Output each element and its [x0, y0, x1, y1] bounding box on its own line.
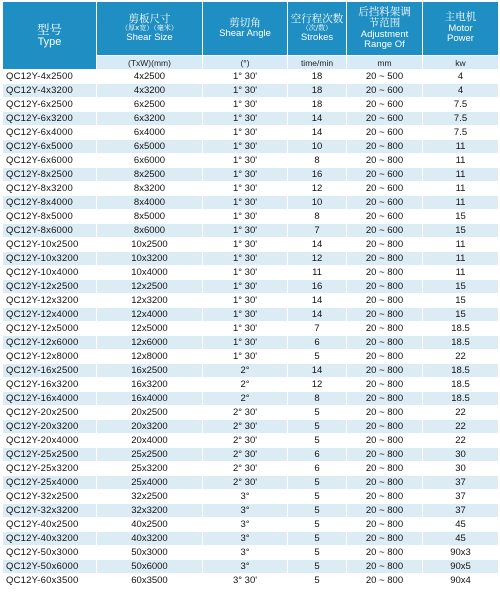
size-cell: 20x2500	[97, 406, 203, 420]
size-cell: 50x6000	[97, 560, 203, 574]
angle-cell: 2° 30'	[203, 406, 288, 420]
strokes-cell: 8	[288, 392, 347, 406]
table-row	[3, 98, 499, 112]
strokes-cell: 5	[288, 490, 347, 504]
adjust-header-zh1: 后挡料架调	[358, 5, 411, 18]
strokes-unit: time/min	[288, 56, 347, 70]
strokes-cell: 8	[288, 154, 347, 168]
strokes-cell: 5	[288, 532, 347, 546]
strokes-cell: 6	[288, 336, 347, 350]
power-cell: 15	[423, 280, 499, 294]
angle-cell: 1° 30'	[203, 112, 288, 126]
table-row	[3, 350, 499, 364]
spec-table	[2, 1, 499, 588]
angle-cell: 1° 30'	[203, 308, 288, 322]
range-cell: 20 ~ 600	[347, 84, 423, 98]
strokes-cell: 18	[288, 84, 347, 98]
power-cell: 90x5	[423, 560, 499, 574]
size-cell: 8x2500	[97, 168, 203, 182]
power-cell: 22	[423, 350, 499, 364]
model-cell: QC12Y-10x3200	[3, 252, 97, 266]
range-cell: 20 ~ 800	[347, 280, 423, 294]
angle-cell: 3°	[203, 518, 288, 532]
model-cell: QC12Y-40x3200	[3, 532, 97, 546]
adjust-header-en2: Range Of	[364, 39, 405, 51]
power-cell: 90x4	[423, 574, 499, 588]
angle-cell: 2°	[203, 364, 288, 378]
range-cell: 20 ~ 800	[347, 476, 423, 490]
strokes-cell: 14	[288, 112, 347, 126]
size-cell: 6x6000	[97, 154, 203, 168]
model-cell: QC12Y-40x2500	[3, 518, 97, 532]
model-cell: QC12Y-6x5000	[3, 140, 97, 154]
angle-cell: 3°	[203, 504, 288, 518]
table-row	[3, 448, 499, 462]
strokes-cell: 7	[288, 322, 347, 336]
table-row	[3, 210, 499, 224]
power-cell: 7.5	[423, 98, 499, 112]
table-row	[3, 546, 499, 560]
strokes-cell: 12	[288, 252, 347, 266]
strokes-cell: 10	[288, 196, 347, 210]
power-cell: 4	[423, 70, 499, 84]
table-row	[3, 70, 499, 84]
model-cell: QC12Y-6x2500	[3, 98, 97, 112]
range-cell: 20 ~ 800	[347, 154, 423, 168]
table-row	[3, 434, 499, 448]
size-cell: 40x3200	[97, 532, 203, 546]
range-cell: 20 ~ 800	[347, 406, 423, 420]
power-cell: 4	[423, 84, 499, 98]
strokes-cell: 6	[288, 462, 347, 476]
size-cell: 4x3200	[97, 84, 203, 98]
type-header-zh: 型号	[36, 21, 62, 37]
size-cell: 32x2500	[97, 490, 203, 504]
power-cell: 37	[423, 490, 499, 504]
range-cell: 20 ~ 800	[347, 252, 423, 266]
strokes-cell: 11	[288, 266, 347, 280]
motor-header-en2: Power	[447, 33, 474, 45]
range-cell: 20 ~ 600	[347, 112, 423, 126]
model-cell: QC12Y-25x3200	[3, 462, 97, 476]
angle-cell: 2° 30'	[203, 420, 288, 434]
model-cell: QC12Y-8x2500	[3, 168, 97, 182]
angle-cell: 2° 30'	[203, 462, 288, 476]
size-cell: 4x2500	[97, 70, 203, 84]
angle-cell: 1° 30'	[203, 126, 288, 140]
strokes-cell: 18	[288, 70, 347, 84]
angle-cell: 1° 30'	[203, 196, 288, 210]
range-cell: 20 ~ 800	[347, 140, 423, 154]
range-cell: 20 ~ 800	[347, 560, 423, 574]
strokes-cell: 14	[288, 364, 347, 378]
power-cell: 7.5	[423, 112, 499, 126]
table-row	[3, 560, 499, 574]
motor-header	[423, 2, 499, 56]
power-cell: 90x3	[423, 546, 499, 560]
angle-cell: 1° 30'	[203, 168, 288, 182]
power-cell: 11	[423, 266, 499, 280]
range-cell: 20 ~ 800	[347, 336, 423, 350]
motor-header-zh: 主电机	[444, 11, 477, 24]
angle-cell: 3°	[203, 546, 288, 560]
power-cell: 15	[423, 210, 499, 224]
range-cell: 20 ~ 600	[347, 98, 423, 112]
angle-header-en: Shear Angle	[219, 28, 271, 40]
angle-cell: 1° 30'	[203, 70, 288, 84]
range-cell: 20 ~ 800	[347, 266, 423, 280]
angle-cell: 3°	[203, 560, 288, 574]
table-row	[3, 224, 499, 238]
angle-cell: 3°	[203, 532, 288, 546]
size-unit: (TxW)(mm)	[97, 56, 203, 70]
power-cell: 30	[423, 448, 499, 462]
angle-cell: 3°	[203, 490, 288, 504]
size-cell: 6x2500	[97, 98, 203, 112]
table-row	[3, 322, 499, 336]
table-row	[3, 462, 499, 476]
angle-cell: 2° 30'	[203, 434, 288, 448]
angle-cell: 1° 30'	[203, 140, 288, 154]
power-cell: 11	[423, 252, 499, 266]
range-cell: 20 ~ 800	[347, 574, 423, 588]
angle-cell: 1° 30'	[203, 238, 288, 252]
model-cell: QC12Y-12x4000	[3, 308, 97, 322]
adjust-unit: mm	[347, 56, 423, 70]
table-row	[3, 336, 499, 350]
table-row	[3, 266, 499, 280]
model-cell: QC12Y-12x5000	[3, 322, 97, 336]
size-cell: 20x3200	[97, 420, 203, 434]
range-cell: 20 ~ 800	[347, 518, 423, 532]
range-cell: 20 ~ 600	[347, 126, 423, 140]
size-header-zh: 剪板尺寸	[128, 12, 171, 25]
power-cell: 18.5	[423, 364, 499, 378]
table-row	[3, 308, 499, 322]
angle-cell: 1° 30'	[203, 266, 288, 280]
table-row	[3, 392, 499, 406]
power-cell: 22	[423, 420, 499, 434]
model-cell: QC12Y-50x3000	[3, 546, 97, 560]
range-cell: 20 ~ 600	[347, 196, 423, 210]
table-row	[3, 112, 499, 126]
power-cell: 18.5	[423, 392, 499, 406]
strokes-cell: 8	[288, 210, 347, 224]
angle-cell: 1° 30'	[203, 336, 288, 350]
size-cell: 20x4000	[97, 434, 203, 448]
strokes-cell: 16	[288, 280, 347, 294]
model-cell: QC12Y-25x2500	[3, 448, 97, 462]
table-row	[3, 406, 499, 420]
angle-cell: 3° 30'	[203, 574, 288, 588]
model-cell: QC12Y-4x2500	[3, 70, 97, 84]
size-header-en: Shear Size	[126, 31, 173, 43]
range-cell: 20 ~ 600	[347, 224, 423, 238]
table-row	[3, 140, 499, 154]
power-cell: 11	[423, 168, 499, 182]
range-cell: 20 ~ 600	[347, 210, 423, 224]
strokes-header-en: Strokes	[300, 31, 334, 43]
angle-cell: 1° 30'	[203, 322, 288, 336]
model-cell: QC12Y-20x4000	[3, 434, 97, 448]
power-cell: 15	[423, 224, 499, 238]
model-cell: QC12Y-12x8000	[3, 350, 97, 364]
power-cell: 11	[423, 238, 499, 252]
strokes-cell: 14	[288, 308, 347, 322]
size-cell: 10x3200	[97, 252, 203, 266]
table-row	[3, 252, 499, 266]
table-row	[3, 294, 499, 308]
range-cell: 20 ~ 800	[347, 308, 423, 322]
model-cell: QC12Y-12x6000	[3, 336, 97, 350]
size-cell: 12x6000	[97, 336, 203, 350]
table-row	[3, 364, 499, 378]
angle-cell: 2°	[203, 392, 288, 406]
strokes-cell: 14	[288, 294, 347, 308]
size-cell: 40x2500	[97, 518, 203, 532]
strokes-cell: 5	[288, 560, 347, 574]
strokes-cell: 5	[288, 546, 347, 560]
range-cell: 20 ~ 800	[347, 378, 423, 392]
header-row	[3, 2, 499, 56]
power-cell: 11	[423, 154, 499, 168]
type-header-en: Type	[37, 36, 62, 49]
angle-cell: 1° 30'	[203, 210, 288, 224]
range-cell: 20 ~ 800	[347, 462, 423, 476]
size-cell: 25x3200	[97, 462, 203, 476]
strokes-cell: 12	[288, 182, 347, 196]
model-cell: QC12Y-6x3200	[3, 112, 97, 126]
model-cell: QC12Y-8x5000	[3, 210, 97, 224]
power-cell: 11	[423, 196, 499, 210]
range-cell: 20 ~ 800	[347, 350, 423, 364]
strokes-cell: 5	[288, 406, 347, 420]
strokes-cell: 10	[288, 140, 347, 154]
power-cell: 7.5	[423, 126, 499, 140]
strokes-header-sub: （次/数）	[301, 24, 333, 33]
angle-cell: 2° 30'	[203, 448, 288, 462]
model-cell: QC12Y-20x2500	[3, 406, 97, 420]
model-cell: QC12Y-6x4000	[3, 126, 97, 140]
strokes-cell: 5	[288, 574, 347, 588]
power-cell: 37	[423, 476, 499, 490]
model-cell: QC12Y-16x4000	[3, 392, 97, 406]
strokes-cell: 18	[288, 98, 347, 112]
table-row	[3, 154, 499, 168]
strokes-cell: 5	[288, 434, 347, 448]
strokes-cell: 6	[288, 448, 347, 462]
table-row	[3, 574, 499, 588]
size-cell: 12x8000	[97, 350, 203, 364]
power-cell: 22	[423, 434, 499, 448]
table-row	[3, 532, 499, 546]
adjust-header	[347, 2, 423, 56]
angle-cell: 1° 30'	[203, 154, 288, 168]
size-header	[97, 2, 203, 56]
adjust-header-zh2: 节范围	[368, 17, 401, 30]
model-cell: QC12Y-12x2500	[3, 280, 97, 294]
table-row	[3, 378, 499, 392]
angle-cell: 1° 30'	[203, 98, 288, 112]
range-cell: 20 ~ 800	[347, 322, 423, 336]
size-cell: 8x3200	[97, 182, 203, 196]
range-cell: 20 ~ 600	[347, 168, 423, 182]
table-body	[3, 70, 499, 588]
size-header-sub: （厚x宽）（毫米）	[121, 24, 178, 33]
power-cell: 18.5	[423, 322, 499, 336]
strokes-cell: 16	[288, 168, 347, 182]
model-cell: QC12Y-8x3200	[3, 182, 97, 196]
model-cell: QC12Y-32x3200	[3, 504, 97, 518]
strokes-cell: 5	[288, 476, 347, 490]
size-cell: 10x4000	[97, 266, 203, 280]
strokes-header-zh: 空行程次数	[290, 12, 344, 25]
table-row	[3, 238, 499, 252]
angle-cell: 1° 30'	[203, 294, 288, 308]
model-cell: QC12Y-32x2500	[3, 490, 97, 504]
strokes-cell: 7	[288, 224, 347, 238]
power-cell: 15	[423, 308, 499, 322]
model-cell: QC12Y-8x4000	[3, 196, 97, 210]
table-row	[3, 280, 499, 294]
size-cell: 6x3200	[97, 112, 203, 126]
power-cell: 11	[423, 140, 499, 154]
angle-cell: 1° 30'	[203, 280, 288, 294]
angle-cell: 1° 30'	[203, 224, 288, 238]
table-row	[3, 196, 499, 210]
size-cell: 12x2500	[97, 280, 203, 294]
table-row	[3, 84, 499, 98]
power-cell: 37	[423, 504, 499, 518]
angle-cell: 1° 30'	[203, 84, 288, 98]
table-row	[3, 168, 499, 182]
table-row	[3, 476, 499, 490]
strokes-cell: 14	[288, 126, 347, 140]
size-cell: 16x3200	[97, 378, 203, 392]
range-cell: 20 ~ 500	[347, 70, 423, 84]
strokes-cell: 5	[288, 420, 347, 434]
power-cell: 15	[423, 294, 499, 308]
range-cell: 20 ~ 800	[347, 532, 423, 546]
power-cell: 30	[423, 462, 499, 476]
range-cell: 20 ~ 800	[347, 490, 423, 504]
size-cell: 60x3500	[97, 574, 203, 588]
range-cell: 20 ~ 800	[347, 392, 423, 406]
range-cell: 20 ~ 800	[347, 364, 423, 378]
power-cell: 45	[423, 532, 499, 546]
angle-header	[203, 2, 288, 56]
motor-header-en1: Motor	[448, 22, 473, 34]
strokes-cell: 12	[288, 378, 347, 392]
type-header	[3, 2, 97, 70]
size-cell: 12x5000	[97, 322, 203, 336]
model-cell: QC12Y-25x4000	[3, 476, 97, 490]
angle-cell: 1° 30'	[203, 252, 288, 266]
range-cell: 20 ~ 800	[347, 546, 423, 560]
table-row	[3, 420, 499, 434]
power-cell: 11	[423, 182, 499, 196]
range-cell: 20 ~ 800	[347, 294, 423, 308]
table-row	[3, 490, 499, 504]
model-cell: QC12Y-16x2500	[3, 364, 97, 378]
size-cell: 6x4000	[97, 126, 203, 140]
strokes-header	[288, 2, 347, 56]
strokes-cell: 5	[288, 504, 347, 518]
angle-cell: 1° 30'	[203, 182, 288, 196]
size-cell: 12x3200	[97, 294, 203, 308]
range-cell: 20 ~ 800	[347, 420, 423, 434]
model-cell: QC12Y-4x3200	[3, 84, 97, 98]
model-cell: QC12Y-16x3200	[3, 378, 97, 392]
size-cell: 10x2500	[97, 238, 203, 252]
strokes-cell: 14	[288, 238, 347, 252]
table-row	[3, 504, 499, 518]
adjust-header-en1: Adjustment	[360, 28, 409, 40]
model-cell: QC12Y-20x3200	[3, 420, 97, 434]
power-cell: 18.5	[423, 378, 499, 392]
table-header	[3, 2, 499, 70]
range-cell: 20 ~ 800	[347, 434, 423, 448]
table-row	[3, 518, 499, 532]
size-cell: 16x2500	[97, 364, 203, 378]
model-cell: QC12Y-50x6000	[3, 560, 97, 574]
size-cell: 8x6000	[97, 224, 203, 238]
angle-cell: 1° 30'	[203, 350, 288, 364]
model-cell: QC12Y-60x3500	[3, 574, 97, 588]
angle-cell: 2°	[203, 378, 288, 392]
angle-unit: (°)	[203, 56, 288, 70]
model-cell: QC12Y-8x6000	[3, 224, 97, 238]
range-cell: 20 ~ 800	[347, 238, 423, 252]
size-cell: 16x4000	[97, 392, 203, 406]
size-cell: 50x3000	[97, 546, 203, 560]
motor-unit: kw	[423, 56, 499, 70]
model-cell: QC12Y-12x3200	[3, 294, 97, 308]
model-cell: QC12Y-10x2500	[3, 238, 97, 252]
range-cell: 20 ~ 600	[347, 182, 423, 196]
model-cell: QC12Y-6x6000	[3, 154, 97, 168]
angle-cell: 2° 30'	[203, 476, 288, 490]
range-cell: 20 ~ 800	[347, 504, 423, 518]
strokes-cell: 5	[288, 350, 347, 364]
table-row	[3, 182, 499, 196]
model-cell: QC12Y-10x4000	[3, 266, 97, 280]
power-cell: 45	[423, 518, 499, 532]
size-cell: 25x2500	[97, 448, 203, 462]
angle-header-zh: 剪切角	[229, 16, 261, 29]
size-cell: 8x4000	[97, 196, 203, 210]
size-cell: 8x5000	[97, 210, 203, 224]
table-row	[3, 126, 499, 140]
size-cell: 25x4000	[97, 476, 203, 490]
size-cell: 32x3200	[97, 504, 203, 518]
size-cell: 6x5000	[97, 140, 203, 154]
strokes-cell: 5	[288, 518, 347, 532]
power-cell: 18.5	[423, 336, 499, 350]
size-cell: 12x4000	[97, 308, 203, 322]
range-cell: 20 ~ 800	[347, 448, 423, 462]
power-cell: 22	[423, 406, 499, 420]
